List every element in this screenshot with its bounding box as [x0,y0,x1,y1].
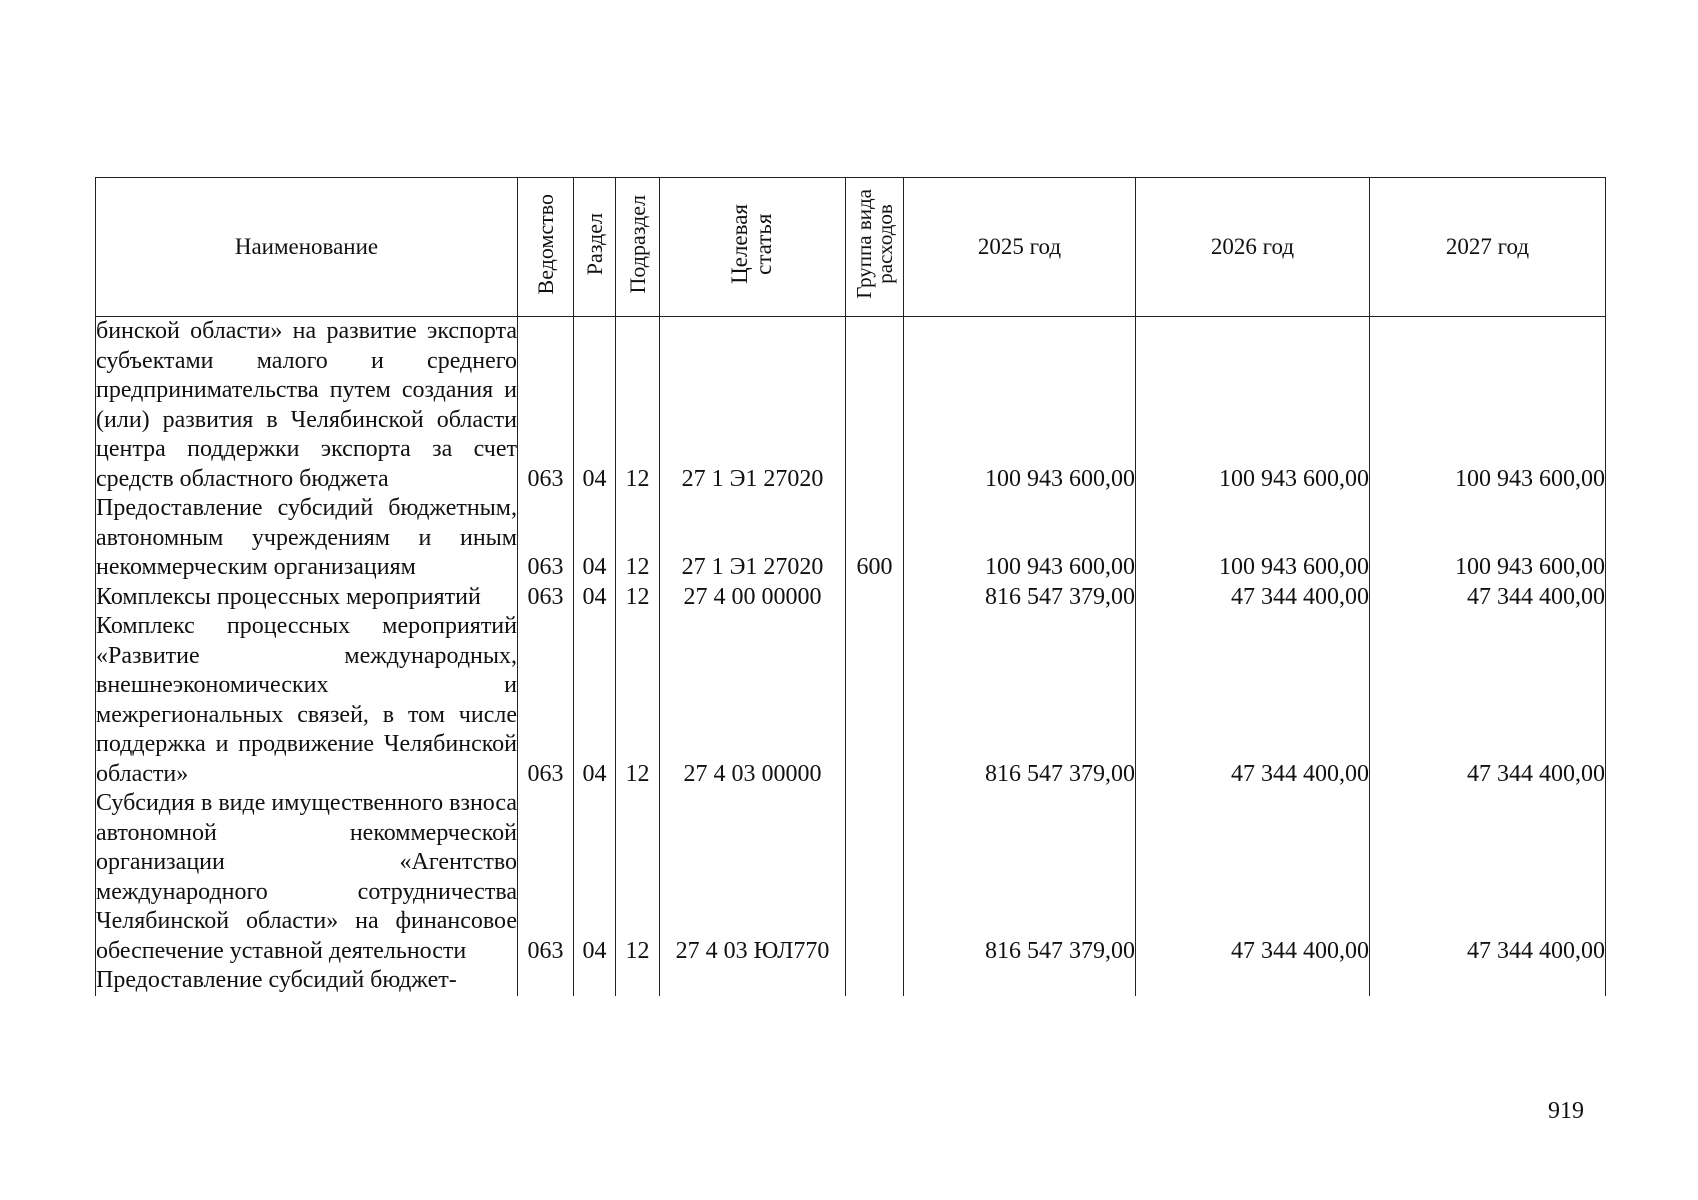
row-expense-group [846,612,904,789]
row-name: Комплексы процессных мероприятий [96,583,518,613]
header-name: Наименование [96,178,518,317]
table-row [96,612,1606,789]
header-expense-group-line1: Группа вида [851,189,876,299]
row-2025: 100 943 600,00 [904,317,1136,495]
row-name: Комплекс процессных мероприятий «Развитие международных, внешнеэкономических и межрегиональных связей, в том числе поддержка и продвижение Челябинской области» [96,612,518,789]
header-target-article-line1: Целевая [727,204,753,284]
row-2025: 816 547 379,00 [904,583,1136,613]
budget-table [95,177,1606,996]
row-2026: 47 344 400,00 [1136,612,1370,789]
row-2026 [1136,966,1370,996]
header-department: Ведомство [518,178,574,317]
row-subsection: 12 [616,583,660,613]
row-2027: 47 344 400,00 [1370,583,1606,613]
row-2027: 47 344 400,00 [1370,789,1606,966]
row-section [574,966,616,996]
row-department: 063 [518,612,574,789]
row-section: 04 [574,317,616,495]
row-2026: 100 943 600,00 [1136,494,1370,583]
row-section: 04 [574,494,616,583]
table-header-row [96,178,1606,317]
row-section: 04 [574,612,616,789]
header-2027: 2027 год [1370,178,1606,317]
row-subsection: 12 [616,612,660,789]
row-2027: 100 943 600,00 [1370,317,1606,495]
row-expense-group: 600 [846,494,904,583]
row-subsection: 12 [616,789,660,966]
header-subsection: Подраздел [616,178,660,317]
row-2025: 100 943 600,00 [904,494,1136,583]
row-target-article: 27 1 Э1 27020 [660,317,846,495]
row-2027: 100 943 600,00 [1370,494,1606,583]
table-row [96,789,1606,966]
row-subsection: 12 [616,494,660,583]
header-2026: 2026 год [1136,178,1370,317]
row-2027: 47 344 400,00 [1370,612,1606,789]
row-target-article: 27 1 Э1 27020 [660,494,846,583]
row-name: Предоставление субсидий бюджетным, автономным учреждениям и иным некоммерческим организациям [96,494,518,583]
header-target-article-line2: статья [751,213,777,275]
row-2026: 47 344 400,00 [1136,583,1370,613]
row-target-article: 27 4 03 ЮЛ770 [660,789,846,966]
row-2027 [1370,966,1606,996]
header-expense-group [846,178,904,317]
row-department: 063 [518,494,574,583]
row-expense-group [846,583,904,613]
row-section: 04 [574,583,616,613]
row-name: Субсидия в виде имущественного взноса автономной некоммерческой организации «Агентство международного сотрудничества Челябинской области» на финансовое обеспечение уставной деятельности [96,789,518,966]
header-section: Раздел [574,178,616,317]
row-expense-group [846,966,904,996]
row-target-article: 27 4 03 00000 [660,612,846,789]
header-expense-group-line2: расходов [872,204,897,284]
row-target-article [660,966,846,996]
row-name: бинской области» на развитие экспорта субъектами малого и среднего предпринимательства путем создания и (или) развития в Челябинской области центра поддержки экспорта за счет средств областного бюджета [96,317,518,495]
header-2025: 2025 год [904,178,1136,317]
row-2026: 100 943 600,00 [1136,317,1370,495]
row-subsection: 12 [616,317,660,495]
row-target-article: 27 4 00 00000 [660,583,846,613]
table-row [96,583,1606,613]
row-expense-group [846,317,904,495]
row-department [518,966,574,996]
row-department: 063 [518,583,574,613]
table-row [96,317,1606,495]
row-2025: 816 547 379,00 [904,789,1136,966]
row-department: 063 [518,317,574,495]
row-name: Предоставление субсидий бюджет- [96,966,518,996]
row-2026: 47 344 400,00 [1136,789,1370,966]
row-subsection [616,966,660,996]
table-row [96,966,1606,996]
row-expense-group [846,789,904,966]
row-section: 04 [574,789,616,966]
page-number: 919 [1548,1098,1584,1124]
row-2025 [904,966,1136,996]
table-row [96,494,1606,583]
header-target-article [660,178,846,317]
row-department: 063 [518,789,574,966]
row-2025: 816 547 379,00 [904,612,1136,789]
